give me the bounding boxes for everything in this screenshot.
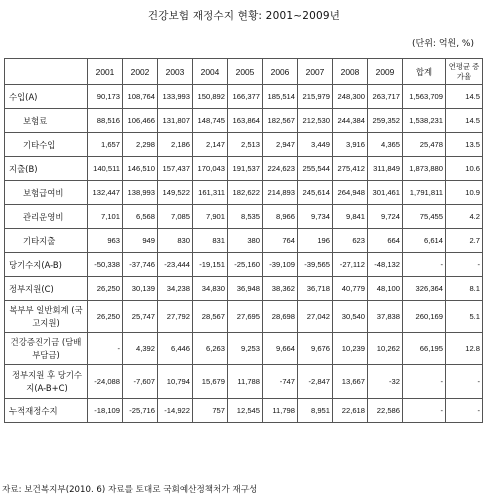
cell-value: 182,567	[263, 109, 298, 133]
cell-growth-rate: 10.6	[446, 157, 483, 181]
cell-value: 244,384	[333, 109, 368, 133]
cell-value: 11,788	[228, 365, 263, 399]
cell-value: 3,916	[333, 133, 368, 157]
cell-total: 25,478	[403, 133, 446, 157]
header-corner	[5, 59, 88, 85]
cell-value: 170,043	[193, 157, 228, 181]
cell-value: 28,698	[263, 301, 298, 333]
fiscal-balance-table	[4, 58, 483, 423]
cell-value: 255,544	[298, 157, 333, 181]
cell-growth-rate: 12.8	[446, 333, 483, 365]
cell-value: 28,567	[193, 301, 228, 333]
cell-value: 7,901	[193, 205, 228, 229]
cell-value: 12,545	[228, 399, 263, 423]
header-year: 2005	[228, 59, 263, 85]
cell-value: 9,734	[298, 205, 333, 229]
cell-value: -14,922	[158, 399, 193, 423]
cell-value: 191,537	[228, 157, 263, 181]
cell-value: 182,622	[228, 181, 263, 205]
source-note: 자료: 보건복지부(2010. 6) 자료를 토대로 국회예산정책처가 재구성	[2, 485, 258, 495]
cell-value: 3,449	[298, 133, 333, 157]
cell-value: 132,447	[88, 181, 123, 205]
table-row	[5, 205, 483, 229]
cell-value: 4,365	[368, 133, 403, 157]
cell-growth-rate: 13.5	[446, 133, 483, 157]
cell-growth-rate: -	[446, 399, 483, 423]
cell-value: 27,792	[158, 301, 193, 333]
cell-value: 108,764	[123, 85, 158, 109]
cell-growth-rate: 4.2	[446, 205, 483, 229]
cell-value: 131,807	[158, 109, 193, 133]
cell-value: 90,173	[88, 85, 123, 109]
cell-value: 949	[123, 229, 158, 253]
cell-total: 6,614	[403, 229, 446, 253]
cell-value: 22,618	[333, 399, 368, 423]
row-label: 기타수입	[5, 133, 88, 157]
cell-value: 7,101	[88, 205, 123, 229]
header-year: 2002	[123, 59, 158, 85]
cell-value: 248,300	[333, 85, 368, 109]
table-row	[5, 365, 483, 399]
cell-value: 138,993	[123, 181, 158, 205]
cell-value: 166,377	[228, 85, 263, 109]
row-label: 관리운영비	[5, 205, 88, 229]
cell-value: -50,338	[88, 253, 123, 277]
cell-value: 7,085	[158, 205, 193, 229]
row-label: 건강증진기금 (담배부담금)	[5, 333, 88, 365]
row-label: 정부지원 후 당기수지(A-B+C)	[5, 365, 88, 399]
cell-value: 163,864	[228, 109, 263, 133]
cell-value: 8,535	[228, 205, 263, 229]
cell-value: 27,042	[298, 301, 333, 333]
header-year: 2003	[158, 59, 193, 85]
row-label: 보험급여비	[5, 181, 88, 205]
cell-value: 224,623	[263, 157, 298, 181]
cell-value: 88,516	[88, 109, 123, 133]
table-row	[5, 157, 483, 181]
row-label: 복부부 일반회계 (국고지원)	[5, 301, 88, 333]
cell-value: 10,239	[333, 333, 368, 365]
table-row	[5, 333, 483, 365]
table-header-row	[5, 59, 483, 85]
cell-value: 15,679	[193, 365, 228, 399]
cell-value: 27,695	[228, 301, 263, 333]
cell-value: 9,676	[298, 333, 333, 365]
table-row	[5, 301, 483, 333]
cell-value: 8,951	[298, 399, 333, 423]
cell-value: 6,263	[193, 333, 228, 365]
cell-value: 214,893	[263, 181, 298, 205]
cell-total: 1,873,880	[403, 157, 446, 181]
cell-value: 37,838	[368, 301, 403, 333]
cell-value: -19,151	[193, 253, 228, 277]
cell-value: 245,614	[298, 181, 333, 205]
cell-value: 36,718	[298, 277, 333, 301]
cell-total: 326,364	[403, 277, 446, 301]
header-year: 2004	[193, 59, 228, 85]
cell-value: -24,088	[88, 365, 123, 399]
cell-growth-rate: -	[446, 253, 483, 277]
row-label: 보험료	[5, 109, 88, 133]
row-label: 기타지출	[5, 229, 88, 253]
cell-value: 301,461	[368, 181, 403, 205]
cell-total: 75,455	[403, 205, 446, 229]
header-growth-rate: 연평균 증가율	[446, 59, 483, 85]
cell-value: 22,586	[368, 399, 403, 423]
header-year: 2001	[88, 59, 123, 85]
cell-value: 212,530	[298, 109, 333, 133]
cell-value: -23,444	[158, 253, 193, 277]
cell-value: 140,511	[88, 157, 123, 181]
cell-total: 1,538,231	[403, 109, 446, 133]
cell-value: 106,466	[123, 109, 158, 133]
cell-value: -32	[368, 365, 403, 399]
table-row	[5, 85, 483, 109]
cell-value: 664	[368, 229, 403, 253]
table-row	[5, 277, 483, 301]
cell-value: -39,565	[298, 253, 333, 277]
cell-value: 2,947	[263, 133, 298, 157]
cell-value: 161,311	[193, 181, 228, 205]
cell-value: 4,392	[123, 333, 158, 365]
cell-value: 8,966	[263, 205, 298, 229]
cell-value: 764	[263, 229, 298, 253]
cell-value: 2,513	[228, 133, 263, 157]
cell-value: 963	[88, 229, 123, 253]
table-title: 건강보험 재정수지 현황: 2001~2009년	[147, 10, 341, 22]
cell-value: 13,667	[333, 365, 368, 399]
cell-total: 260,169	[403, 301, 446, 333]
cell-value: 26,250	[88, 277, 123, 301]
cell-value: 2,186	[158, 133, 193, 157]
cell-total: -	[403, 399, 446, 423]
header-year: 2006	[263, 59, 298, 85]
unit-note: (단위: 억원, %)	[412, 39, 474, 49]
cell-growth-rate: 8.1	[446, 277, 483, 301]
cell-value: 9,664	[263, 333, 298, 365]
cell-value: 10,262	[368, 333, 403, 365]
cell-value: 757	[193, 399, 228, 423]
header-year: 2007	[298, 59, 333, 85]
cell-value: 196	[298, 229, 333, 253]
cell-value: 6,568	[123, 205, 158, 229]
cell-value: 185,514	[263, 85, 298, 109]
cell-value: 30,540	[333, 301, 368, 333]
cell-value: -25,160	[228, 253, 263, 277]
row-label: 누적재정수지	[5, 399, 88, 423]
cell-value: 157,437	[158, 157, 193, 181]
cell-value: 150,892	[193, 85, 228, 109]
cell-value: 11,798	[263, 399, 298, 423]
cell-value: 263,717	[368, 85, 403, 109]
cell-value: 2,298	[123, 133, 158, 157]
cell-value: 40,779	[333, 277, 368, 301]
cell-value: 149,522	[158, 181, 193, 205]
cell-value: 25,747	[123, 301, 158, 333]
cell-value: 38,362	[263, 277, 298, 301]
header-year: 2009	[368, 59, 403, 85]
cell-value: -18,109	[88, 399, 123, 423]
cell-value: -25,716	[123, 399, 158, 423]
table-row	[5, 253, 483, 277]
cell-growth-rate: 10.9	[446, 181, 483, 205]
cell-value: 380	[228, 229, 263, 253]
row-label: 당기수지(A-B)	[5, 253, 88, 277]
table-row	[5, 399, 483, 423]
cell-value: 30,139	[123, 277, 158, 301]
cell-total: -	[403, 365, 446, 399]
cell-value: -37,746	[123, 253, 158, 277]
cell-growth-rate: 2.7	[446, 229, 483, 253]
cell-value: 6,446	[158, 333, 193, 365]
cell-value: -39,109	[263, 253, 298, 277]
row-label: 지출(B)	[5, 157, 88, 181]
cell-value: 830	[158, 229, 193, 253]
cell-growth-rate: 14.5	[446, 85, 483, 109]
header-total: 합계	[403, 59, 446, 85]
cell-value: 275,412	[333, 157, 368, 181]
header-year: 2008	[333, 59, 368, 85]
table-row	[5, 229, 483, 253]
cell-value: 34,238	[158, 277, 193, 301]
cell-value: -747	[263, 365, 298, 399]
cell-value: -2,847	[298, 365, 333, 399]
cell-value: 311,849	[368, 157, 403, 181]
table-row	[5, 109, 483, 133]
cell-value: 623	[333, 229, 368, 253]
cell-growth-rate: -	[446, 365, 483, 399]
cell-value: 215,979	[298, 85, 333, 109]
cell-value: 259,352	[368, 109, 403, 133]
cell-value: 10,794	[158, 365, 193, 399]
cell-value: 26,250	[88, 301, 123, 333]
cell-value: 9,724	[368, 205, 403, 229]
cell-value: -7,607	[123, 365, 158, 399]
row-label: 정부지원(C)	[5, 277, 88, 301]
cell-value: 36,948	[228, 277, 263, 301]
cell-value: -27,112	[333, 253, 368, 277]
cell-value: -	[88, 333, 123, 365]
cell-value: 146,510	[123, 157, 158, 181]
cell-total: 1,791,811	[403, 181, 446, 205]
cell-value: 1,657	[88, 133, 123, 157]
cell-total: 1,563,709	[403, 85, 446, 109]
cell-value: 264,948	[333, 181, 368, 205]
cell-value: 831	[193, 229, 228, 253]
table-row	[5, 181, 483, 205]
cell-total: 66,195	[403, 333, 446, 365]
cell-growth-rate: 14.5	[446, 109, 483, 133]
cell-total: -	[403, 253, 446, 277]
cell-value: 2,147	[193, 133, 228, 157]
cell-value: 133,993	[158, 85, 193, 109]
cell-value: 34,830	[193, 277, 228, 301]
cell-value: -48,132	[368, 253, 403, 277]
row-label: 수입(A)	[5, 85, 88, 109]
table-row	[5, 133, 483, 157]
cell-growth-rate: 5.1	[446, 301, 483, 333]
cell-value: 9,253	[228, 333, 263, 365]
cell-value: 148,745	[193, 109, 228, 133]
cell-value: 48,100	[368, 277, 403, 301]
cell-value: 9,841	[333, 205, 368, 229]
